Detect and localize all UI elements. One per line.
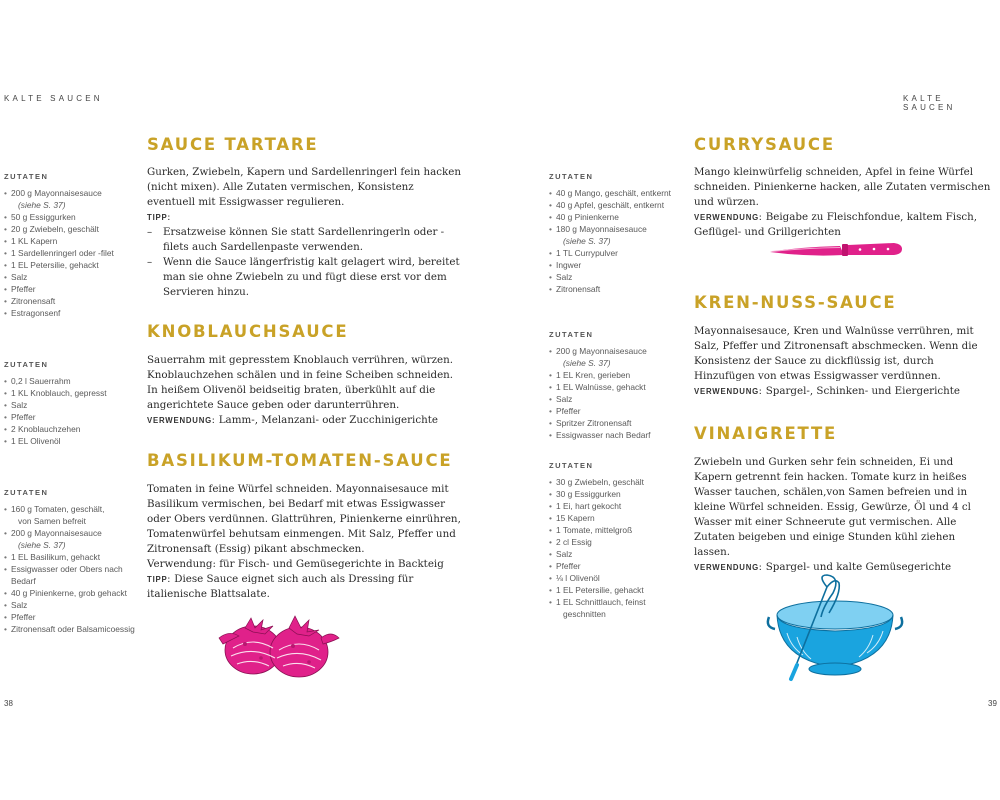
ingredient-item: • Ingwer (549, 259, 689, 271)
ingredient-item: • 1 KL Knoblauch, gepresst (4, 387, 144, 399)
ingredient-item: • 30 g Essiggurken (549, 488, 689, 500)
ingredient-item: • Estragonsenf (4, 307, 144, 319)
recipe-title: KREN-NUSS-SAUCE (694, 293, 897, 312)
ingredient-item: • Salz (4, 399, 144, 411)
page-number-right: 39 (988, 699, 997, 708)
ingredients-list (549, 476, 689, 620)
recipe-vinaigrette (694, 424, 992, 575)
ingredients-basilikum (4, 488, 144, 635)
ingredient-item: • 40 g Mango, geschält, entkernt (549, 187, 689, 199)
use-text: Spargel-, Schinken- und Eiergerichte (765, 385, 961, 397)
ingredient-item: • 1 EL Olivenöl (4, 435, 144, 447)
ingredient-item: Bedarf (11, 576, 36, 586)
use-label: VERWENDUNG: (694, 387, 763, 396)
ingredient-item: • 180 g Mayonnaisesauce (549, 223, 689, 235)
ingredients-list (549, 345, 689, 441)
ingredients-heading: ZUTATEN (549, 461, 594, 470)
ingredient-item: • 0,2 l Sauerrahm (4, 375, 144, 387)
ingredient-item: • 200 g Mayonnaisesauce (549, 345, 689, 357)
ingredient-item: • 1 Tomate, mittelgroß (549, 524, 689, 536)
ingredient-item: • Pfeffer (4, 611, 144, 623)
ingredient-item: • 1 EL Petersilie, gehackt (4, 259, 144, 271)
recipe-knoblauchsauce (147, 322, 462, 428)
ingredient-item: • ⅛ l Olivenöl (549, 572, 689, 584)
tomato-icon (215, 608, 340, 683)
use-text: Lamm-, Melanzani- oder Zucchinigerichte (218, 414, 438, 426)
ingredient-item: • 40 g Pinienkerne (549, 211, 689, 223)
ingredient-item: • Spritzer Zitronensaft (549, 417, 689, 429)
recipe-title: KNOBLAUCHSAUCE (147, 322, 349, 341)
ingredient-item: von Samen befreit (18, 516, 86, 526)
use-label: VERWENDUNG: (147, 416, 216, 425)
ingredient-item: • 160 g Tomaten, geschält, (4, 503, 144, 515)
ingredient-item: • Essigwasser nach Bedarf (549, 429, 689, 441)
ingredient-item: • 1 Ei, hart gekocht (549, 500, 689, 512)
ingredient-item: • 2 cl Essig (549, 536, 689, 548)
ingredient-item: • Zitronensaft (549, 283, 689, 295)
ingredient-item: • 40 g Apfel, geschält, entkernt (549, 199, 689, 211)
ingredient-item: • Salz (549, 548, 689, 560)
use-text: Spargel- und kalte Gemüsegerichte (765, 561, 952, 573)
ingredient-item: • 1 EL Walnüsse, gehackt (549, 381, 689, 393)
ingredients-list (549, 187, 689, 295)
ingredient-item: • 2 Knoblauchzehen (4, 423, 144, 435)
ingredient-item: (siehe S. 37) (563, 236, 611, 246)
ingredient-item: • Zitronensaft oder Balsamicoessig (4, 623, 144, 635)
ingredient-item: • 1 EL Basilikum, gehackt (4, 551, 144, 563)
ingredient-item: • Pfeffer (549, 560, 689, 572)
ingredient-item: • 1 KL Kapern (4, 235, 144, 247)
ingredient-item: • Zitronensaft (4, 295, 144, 307)
running-head-left: KALTE SAUCEN (4, 94, 103, 103)
ingredient-item: • 15 Kapern (549, 512, 689, 524)
ingredient-item: • Salz (4, 599, 144, 611)
recipe-text: Gurken, Zwiebeln, Kapern und Sardellenringerl fein hacken (nicht mixen). Alle Zutaten vermischen, Konsistenz eventuell mit Essigwasser regulieren. (147, 166, 462, 208)
recipe-text: Mango kleinwürfelig schneiden, Apfel in feine Würfel schneiden. Pinienkerne hacken, alle Zutaten vermischen und würzen. (694, 166, 991, 208)
ingredient-item: • Pfeffer (549, 405, 689, 417)
ingredient-item: • Salz (549, 271, 689, 283)
ingredients-curry (549, 172, 689, 295)
ingredients-heading: ZUTATEN (4, 172, 49, 181)
ingredient-item: • Salz (549, 393, 689, 405)
recipe-currysauce (694, 135, 992, 240)
ingredients-kren (549, 330, 689, 441)
recipe-text: Mayonnaisesauce, Kren und Walnüsse verrühren, mit Salz, Pfeffer und Zitronensaft abschmecken. Wenn die Konsistenz der Sauce zu dickflüssig ist, durch Hinzufügen von etwas Essigwasser verdünnen. (694, 325, 978, 382)
tipp-item: – Wenn die Sauce längerfristig kalt gelagert wird, bereitet man sie ohne Zwiebeln zu und fügt diese erst vor dem Servieren hinzu. (147, 255, 462, 300)
ingredients-heading: ZUTATEN (549, 330, 594, 339)
tipp-item: – Ersatzweise können Sie statt Sardellenringerln oder -filets auch Sardellenpaste verwenden. (147, 225, 462, 255)
use-label: VERWENDUNG: (694, 213, 763, 222)
ingredient-item: • Salz (4, 271, 144, 283)
recipe-kren-nuss-sauce (694, 293, 992, 399)
recipe-title: CURRYSAUCE (694, 135, 835, 154)
tipp-text: Diese Sauce eignet sich auch als Dressing für italienische Blattsalate. (147, 573, 414, 600)
ingredients-heading: ZUTATEN (549, 172, 594, 181)
use-text: Beigabe zu Fleischfondue, kaltem Fisch, Geflügel- und Grillgerichten (694, 211, 978, 238)
tipp-label: TIPP: (147, 213, 171, 222)
ingredients-vinaigrette (549, 461, 689, 620)
ingredient-item: • 30 g Zwiebeln, geschält (549, 476, 689, 488)
ingredients-heading: ZUTATEN (4, 360, 49, 369)
use-label: VERWENDUNG: (694, 563, 763, 572)
ingredient-item: • 200 g Mayonnaisesauce (4, 527, 144, 539)
ingredient-item: • 1 EL Petersilie, gehackt (549, 584, 689, 596)
tipp-label: TIPP: (147, 575, 171, 584)
ingredients-list (4, 503, 144, 635)
ingredient-item: • 1 TL Currypulver (549, 247, 689, 259)
ingredient-item: • 40 g Pinienkerne, grob gehackt (4, 587, 144, 599)
ingredient-item: • 20 g Zwiebeln, geschält (4, 223, 144, 235)
ingredients-list (4, 187, 144, 319)
recipe-text-usage: Verwendung: für Fisch- und Gemüsegerichte in Backteig (147, 558, 444, 570)
ingredient-item: (siehe S. 37) (563, 358, 611, 368)
recipe-basilikum-tomaten-sauce (147, 451, 462, 602)
recipe-sauce-tartare (147, 135, 462, 300)
recipe-text: Sauerrahm mit gepresstem Knoblauch verrühren, würzen. Knoblauchzehen schälen und in feine Scheiben schneiden. In heißem Olivenöl beidseitig braten, überkühlt auf die angerichtete Sauce geben oder darunterrühren. (147, 354, 454, 411)
ingredients-tartare (4, 172, 144, 319)
ingredients-heading: ZUTATEN (4, 488, 49, 497)
ingredient-item: geschnitten (563, 609, 606, 619)
ingredient-item: • 1 Sardellenringerl oder -filet (4, 247, 144, 259)
recipe-title: VINAIGRETTE (694, 424, 838, 443)
ingredient-item: • Pfeffer (4, 283, 144, 295)
ingredient-item: • Essigwasser oder Obers nach (4, 563, 144, 575)
ingredients-list (4, 375, 144, 447)
ingredient-item: • Pfeffer (4, 411, 144, 423)
ingredient-item: (siehe S. 37) (18, 540, 66, 550)
knife-icon (768, 239, 904, 261)
recipe-text: Tomaten in feine Würfel schneiden. Mayonnaisesauce mit Basilikum vermischen, bei Bedarf mit etwas Essigwasser oder Obers verdünnen. Glattrühren, Pinienkerne einrühren, Tomatenwürfel behutsam einmengen. Mit Salz, Pfeffer und Zitronensaft (Essig) pikant abschmecken. (147, 483, 461, 555)
ingredient-item: • 1 EL Schnittlauch, feinst (549, 596, 689, 608)
ingredient-item: • 200 g Mayonnaisesauce (4, 187, 144, 199)
recipe-title: SAUCE TARTARE (147, 135, 319, 154)
ingredient-item: • 50 g Essiggurken (4, 211, 144, 223)
ingredients-knoblauch (4, 360, 144, 447)
page-number-left: 38 (4, 699, 13, 708)
ingredient-item: (siehe S. 37) (18, 200, 66, 210)
recipe-text: Zwiebeln und Gurken sehr fein schneiden, Ei und Kapern getrennt fein hacken. Tomate kurz in heißes Wasser tauchen, schälen,von Samen befreien und in kleine Würfel schneiden. Essig, Gewürze, Öl und 4 cl Wasser mit einer Schneerute gut vermischen. Alle Zutaten beigeben und einige Stunden kühl ziehen lassen. (694, 456, 971, 558)
running-head-right: KALTE SAUCEN (903, 94, 956, 112)
bowl-whisk-icon (763, 573, 908, 683)
ingredient-item: • 1 EL Kren, gerieben (549, 369, 689, 381)
recipe-title: BASILIKUM-TOMATEN-SAUCE (147, 451, 453, 470)
